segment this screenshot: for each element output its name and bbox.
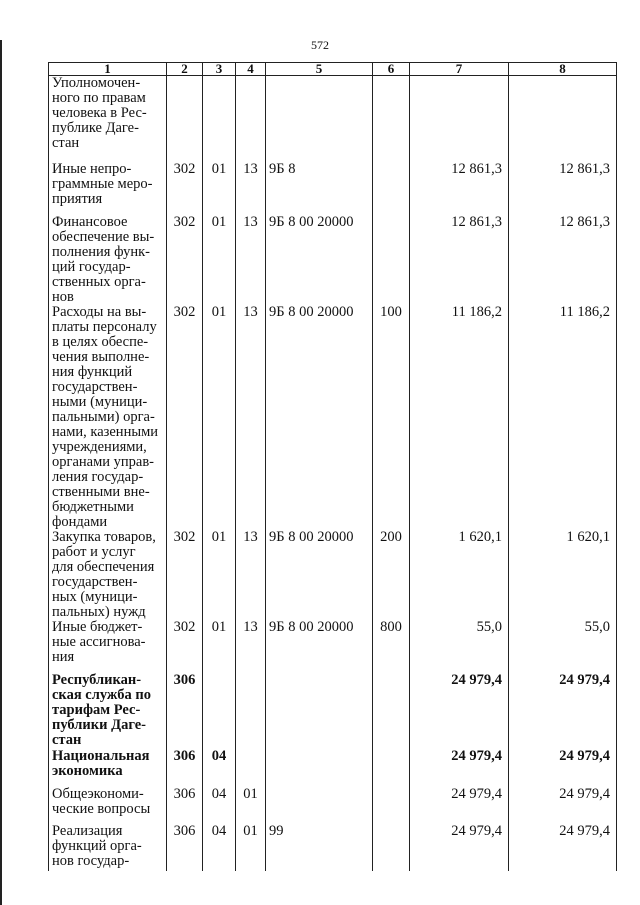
row-name-line: государствен-: [52, 573, 138, 590]
expense-type-cell: [373, 76, 410, 162]
target-article-cell: 9Б 8 00 20000: [266, 215, 373, 305]
row-name-line: экономика: [52, 762, 123, 779]
section-code-cell: 04: [203, 749, 236, 787]
row-name-line: стан: [52, 731, 82, 748]
row-name-line: Иные бюджет-: [52, 618, 143, 635]
subsection-code-cell: [236, 673, 266, 749]
amount-cell-8: 1 620,1: [509, 530, 617, 620]
ministry-code-cell: 302: [167, 305, 203, 530]
row-name-line: учреждениями,: [52, 438, 147, 455]
table-row: [49, 162, 617, 215]
row-name-line: Иные непро-: [52, 160, 132, 177]
row-name-line: в целях обеспе-: [52, 333, 149, 350]
table-row: [49, 305, 617, 530]
row-name-cell: [49, 530, 167, 620]
row-name-line: Уполномочен-: [52, 75, 141, 91]
table-row: [49, 824, 617, 871]
amount-cell-8: 24 979,4: [509, 787, 617, 824]
row-name-cell: [49, 76, 167, 162]
row-name-line: обеспечение вы-: [52, 228, 155, 245]
row-name-line: нами, казенными: [52, 423, 159, 440]
row-name-line: нов: [52, 288, 74, 305]
row-name-line: платы персоналу: [52, 318, 157, 335]
row-name-line: пальными) орга-: [52, 408, 155, 425]
page-number: 572: [311, 38, 329, 52]
scan-edge-bar: [0, 40, 2, 905]
row-name-line: фондами: [52, 513, 108, 530]
row-name-line: функций орга-: [52, 837, 142, 854]
row-name-cell: [49, 620, 167, 673]
amount-cell-7: 24 979,4: [410, 749, 509, 787]
amount-cell-7: 55,0: [410, 620, 509, 673]
amount-cell-8: 12 861,3: [509, 162, 617, 215]
row-name-line: нов государ-: [52, 852, 130, 869]
header-col-2: 2: [167, 63, 203, 76]
expense-type-cell: 200: [373, 530, 410, 620]
amount-cell-7: 24 979,4: [410, 824, 509, 871]
row-name-line: ные ассигнова-: [52, 633, 146, 650]
row-name-cell: [49, 305, 167, 530]
row-name-line: ций государ-: [52, 258, 131, 275]
amount-cell-8: 12 861,3: [509, 215, 617, 305]
expense-type-cell: 800: [373, 620, 410, 673]
target-article-cell: [266, 673, 373, 749]
target-article-cell: [266, 749, 373, 787]
row-name-line: Расходы на вы-: [52, 303, 147, 320]
ministry-code-cell: 306: [167, 787, 203, 824]
row-name-line: ных (муници-: [52, 588, 138, 605]
expense-type-cell: [373, 787, 410, 824]
row-name-cell: [49, 749, 167, 787]
row-name-line: Финансовое: [52, 213, 128, 230]
row-name-line: публике Даге-: [52, 120, 139, 136]
row-name-line: для обеспечения: [52, 558, 155, 575]
row-name-cell: [49, 215, 167, 305]
amount-cell-8: 55,0: [509, 620, 617, 673]
row-name-line: ного по правам: [52, 90, 146, 106]
row-name-line: ческие вопросы: [52, 800, 151, 817]
table-row: [49, 673, 617, 749]
section-code-cell: 01: [203, 620, 236, 673]
header-col-1: 1: [49, 63, 167, 76]
section-code-cell: [203, 76, 236, 162]
header-row: [49, 63, 617, 76]
header-col-3: 3: [203, 63, 236, 76]
section-code-cell: [203, 673, 236, 749]
budget-table: [48, 62, 617, 871]
row-name-line: ния функций: [52, 363, 133, 380]
expense-type-cell: [373, 749, 410, 787]
amount-cell-7: 11 186,2: [410, 305, 509, 530]
header-col-4: 4: [236, 63, 266, 76]
ministry-code-cell: 306: [167, 824, 203, 871]
row-name-line: стан: [52, 135, 80, 151]
subsection-code-cell: 01: [236, 824, 266, 871]
amount-cell-8: 11 186,2: [509, 305, 617, 530]
row-name-line: тарифам Рес-: [52, 701, 141, 718]
expense-type-cell: [373, 162, 410, 215]
row-name-line: Национальная: [52, 747, 150, 764]
amount-cell-7: 12 861,3: [410, 162, 509, 215]
table-row: [49, 749, 617, 787]
amount-cell-8: 24 979,4: [509, 749, 617, 787]
header-col-6: 6: [373, 63, 410, 76]
row-name-line: ления государ-: [52, 468, 144, 485]
row-name-line: ственными вне-: [52, 483, 150, 500]
row-name-cell: [49, 673, 167, 749]
row-name-line: приятия: [52, 190, 103, 207]
ministry-code-cell: 302: [167, 162, 203, 215]
subsection-code-cell: 13: [236, 215, 266, 305]
target-article-cell: [266, 76, 373, 162]
target-article-cell: 9Б 8 00 20000: [266, 305, 373, 530]
table-row: [49, 76, 617, 162]
expense-type-cell: [373, 824, 410, 871]
row-name-line: публики Даге-: [52, 716, 147, 733]
row-name-line: полнения функ-: [52, 243, 150, 260]
section-code-cell: 01: [203, 215, 236, 305]
row-name-line: Республикан-: [52, 671, 142, 688]
subsection-code-cell: 13: [236, 162, 266, 215]
target-article-cell: 9Б 8 00 20000: [266, 620, 373, 673]
subsection-code-cell: 13: [236, 530, 266, 620]
amount-cell-8: 24 979,4: [509, 824, 617, 871]
amount-cell-7: 1 620,1: [410, 530, 509, 620]
row-name-line: ская служба по: [52, 686, 151, 703]
row-name-cell: [49, 824, 167, 871]
ministry-code-cell: 306: [167, 749, 203, 787]
row-name-line: ния: [52, 648, 75, 665]
table-row: [49, 530, 617, 620]
row-name-cell: [49, 162, 167, 215]
header-col-7: 7: [410, 63, 509, 76]
target-article-cell: 99: [266, 824, 373, 871]
header-col-8: 8: [509, 63, 617, 76]
target-article-cell: 9Б 8 00 20000: [266, 530, 373, 620]
row-name-line: ными (муници-: [52, 393, 148, 410]
row-name-line: ственных орга-: [52, 273, 146, 290]
section-code-cell: 04: [203, 787, 236, 824]
row-name-line: человека в Рес-: [52, 105, 147, 121]
row-name-line: государствен-: [52, 378, 138, 395]
row-name-line: граммные меро-: [52, 175, 153, 192]
ministry-code-cell: 302: [167, 215, 203, 305]
row-name-line: работ и услуг: [52, 543, 136, 560]
table-row: [49, 620, 617, 673]
row-name-cell: [49, 787, 167, 824]
target-article-cell: [266, 787, 373, 824]
row-name-line: чения выполне-: [52, 348, 150, 365]
section-code-cell: 01: [203, 162, 236, 215]
header-col-5: 5: [266, 63, 373, 76]
table-row: [49, 215, 617, 305]
expense-type-cell: [373, 673, 410, 749]
ministry-code-cell: [167, 76, 203, 162]
row-name-line: Закупка товаров,: [52, 528, 156, 545]
subsection-code-cell: 13: [236, 305, 266, 530]
amount-cell-7: [410, 76, 509, 162]
expense-type-cell: 100: [373, 305, 410, 530]
subsection-code-cell: 13: [236, 620, 266, 673]
row-name-line: Общеэкономи-: [52, 785, 144, 802]
subsection-code-cell: [236, 749, 266, 787]
ministry-code-cell: 306: [167, 673, 203, 749]
amount-cell-7: 24 979,4: [410, 787, 509, 824]
row-name-line: органами управ-: [52, 453, 155, 470]
amount-cell-8: 24 979,4: [509, 673, 617, 749]
section-code-cell: 01: [203, 530, 236, 620]
amount-cell-8: [509, 76, 617, 162]
table-row: [49, 787, 617, 824]
amount-cell-7: 12 861,3: [410, 215, 509, 305]
expense-type-cell: [373, 215, 410, 305]
ministry-code-cell: 302: [167, 530, 203, 620]
subsection-code-cell: 01: [236, 787, 266, 824]
section-code-cell: 04: [203, 824, 236, 871]
subsection-code-cell: [236, 76, 266, 162]
row-name-line: пальных) нужд: [52, 603, 146, 620]
section-code-cell: 01: [203, 305, 236, 530]
target-article-cell: 9Б 8: [266, 162, 373, 215]
ministry-code-cell: 302: [167, 620, 203, 673]
amount-cell-7: 24 979,4: [410, 673, 509, 749]
row-name-line: Реализация: [52, 822, 123, 839]
row-name-line: бюджетными: [52, 498, 134, 515]
